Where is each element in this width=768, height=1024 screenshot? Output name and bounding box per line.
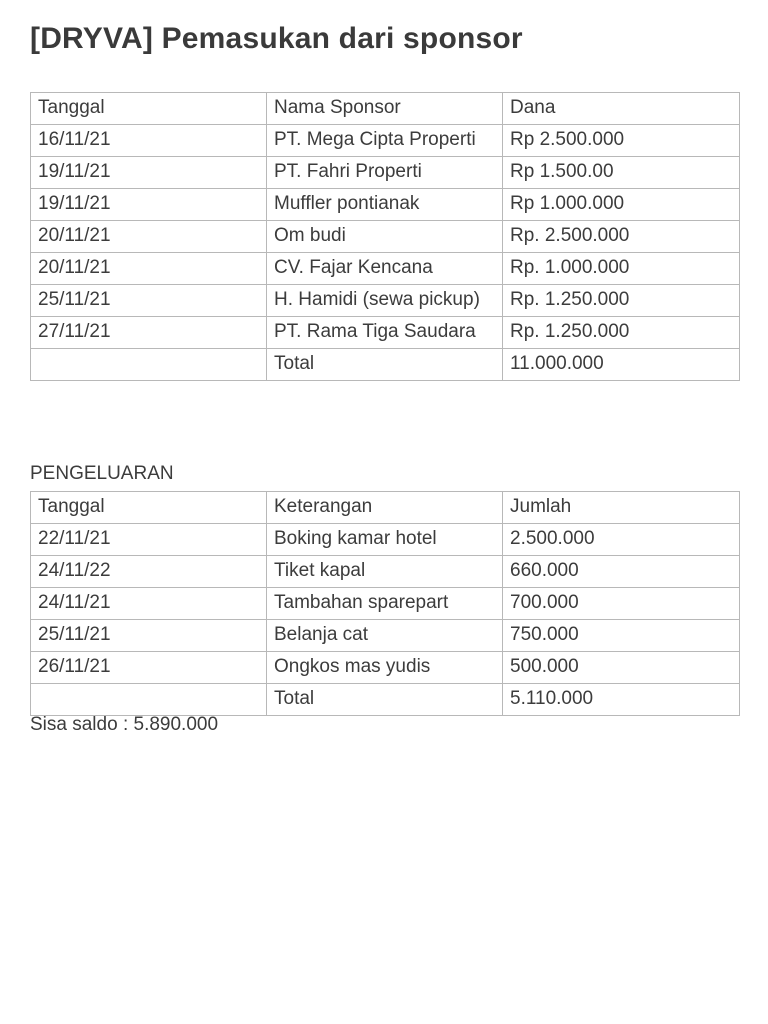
income-amount: Rp 1.500.00 — [503, 157, 740, 189]
income-total-label: Total — [267, 349, 503, 381]
income-sponsor: H. Hamidi (sewa pickup) — [267, 285, 503, 317]
expense-date: 24/11/22 — [31, 556, 267, 588]
income-amount: Rp. 1.000.000 — [503, 253, 740, 285]
table-row — [31, 285, 740, 317]
income-date: 20/11/21 — [31, 253, 267, 285]
table-row — [31, 125, 740, 157]
income-sponsor: Muffler pontianak — [267, 189, 503, 221]
expense-total-empty — [31, 684, 267, 716]
income-amount: Rp. 2.500.000 — [503, 221, 740, 253]
expense-description: Boking kamar hotel — [267, 524, 503, 556]
table-row — [31, 317, 740, 349]
income-date: 19/11/21 — [31, 157, 267, 189]
expense-date: 25/11/21 — [31, 620, 267, 652]
income-header-sponsor: Nama Sponsor — [267, 93, 503, 125]
income-date: 19/11/21 — [31, 189, 267, 221]
income-sponsor: PT. Rama Tiga Saudara — [267, 317, 503, 349]
table-row — [31, 588, 740, 620]
expense-amount: 500.000 — [503, 652, 740, 684]
page-title: [DRYVA] Pemasukan dari sponsor — [30, 22, 523, 55]
income-total-row — [31, 349, 740, 381]
income-total-empty — [31, 349, 267, 381]
remaining-balance: Sisa saldo : 5.890.000 — [30, 714, 219, 735]
income-header-amount: Dana — [503, 93, 740, 125]
income-amount: Rp 1.000.000 — [503, 189, 740, 221]
income-header-row — [31, 93, 740, 125]
income-sponsor: PT. Fahri Properti — [267, 157, 503, 189]
income-date: 25/11/21 — [31, 285, 267, 317]
table-row — [31, 556, 740, 588]
expense-section-label: PENGELUARAN — [30, 463, 174, 484]
expense-amount: 660.000 — [503, 556, 740, 588]
expense-description: Belanja cat — [267, 620, 503, 652]
income-sponsor: CV. Fajar Kencana — [267, 253, 503, 285]
table-row — [31, 652, 740, 684]
table-row — [31, 524, 740, 556]
expense-description: Ongkos mas yudis — [267, 652, 503, 684]
expense-total-value: 5.110.000 — [503, 684, 740, 716]
table-row — [31, 253, 740, 285]
table-row — [31, 157, 740, 189]
income-sponsor: Om budi — [267, 221, 503, 253]
expense-amount: 750.000 — [503, 620, 740, 652]
income-date: 27/11/21 — [31, 317, 267, 349]
income-table — [30, 92, 740, 381]
income-date: 20/11/21 — [31, 221, 267, 253]
expense-date: 24/11/21 — [31, 588, 267, 620]
table-row — [31, 221, 740, 253]
expense-header-row — [31, 492, 740, 524]
expense-header-date: Tanggal — [31, 492, 267, 524]
expense-amount: 2.500.000 — [503, 524, 740, 556]
expense-date: 26/11/21 — [31, 652, 267, 684]
expense-total-row — [31, 684, 740, 716]
table-row — [31, 189, 740, 221]
expense-table — [30, 491, 740, 716]
income-header-date: Tanggal — [31, 93, 267, 125]
income-sponsor: PT. Mega Cipta Properti — [267, 125, 503, 157]
expense-description: Tambahan sparepart — [267, 588, 503, 620]
expense-total-label: Total — [267, 684, 503, 716]
income-total-value: 11.000.000 — [503, 349, 740, 381]
table-row — [31, 620, 740, 652]
expense-date: 22/11/21 — [31, 524, 267, 556]
expense-description: Tiket kapal — [267, 556, 503, 588]
expense-header-description: Keterangan — [267, 492, 503, 524]
income-amount: Rp. 1.250.000 — [503, 285, 740, 317]
income-date: 16/11/21 — [31, 125, 267, 157]
expense-amount: 700.000 — [503, 588, 740, 620]
income-amount: Rp 2.500.000 — [503, 125, 740, 157]
income-amount: Rp. 1.250.000 — [503, 317, 740, 349]
expense-header-amount: Jumlah — [503, 492, 740, 524]
